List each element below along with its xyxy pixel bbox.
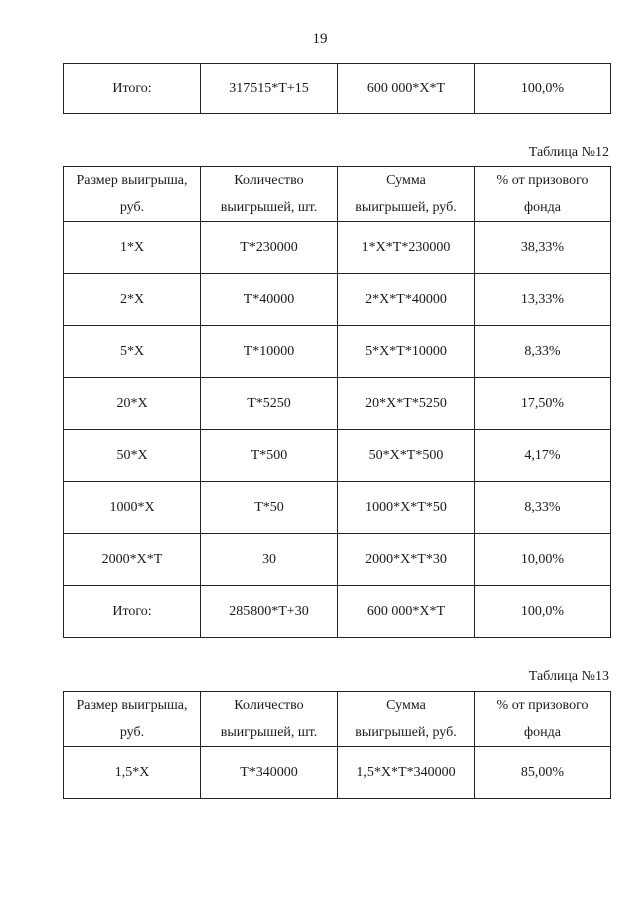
table-cell: Итого: [64, 64, 201, 114]
table-cell: 38,33% [475, 222, 611, 274]
header-line: Размер выигрыша, [76, 698, 188, 713]
header-line: Размер выигрыша, [76, 173, 188, 188]
table-row [64, 222, 611, 274]
header-line: выигрышей, шт. [220, 725, 318, 740]
header-line: руб. [119, 725, 145, 740]
table-row [64, 482, 611, 534]
total-row [64, 64, 611, 114]
table-cell: 1,5*Х [64, 747, 201, 799]
table-12-caption: Таблица №12 [528, 145, 609, 160]
header-cell [475, 692, 611, 747]
header-line: % от призового [496, 173, 589, 188]
table-cell: 2*Х*Т*40000 [338, 274, 475, 326]
table-cell: 1*Х*Т*230000 [338, 222, 475, 274]
header-cell [338, 167, 475, 222]
table-cell: 600 000*Х*Т [338, 586, 475, 638]
table-cell: Т*500 [201, 430, 338, 482]
table-cell: 1000*Х*Т*50 [338, 482, 475, 534]
header-line: выигрышей, руб. [355, 725, 457, 740]
table-cell: 17,50% [475, 378, 611, 430]
header-cell [64, 692, 201, 747]
table-cell: Итого: [64, 586, 201, 638]
header-line: Сумма [386, 698, 426, 713]
header-line: % от призового [496, 698, 589, 713]
header-line: фонда [524, 725, 561, 740]
header-cell [475, 167, 611, 222]
table-cell: 4,17% [475, 430, 611, 482]
table-row [64, 534, 611, 586]
table-cell: 30 [201, 534, 338, 586]
table-cell: Т*40000 [201, 274, 338, 326]
table-cell: 50*Х [64, 430, 201, 482]
table-previous-total [63, 63, 611, 114]
table-cell: Т*230000 [201, 222, 338, 274]
table-cell: 2*Х [64, 274, 201, 326]
table-cell: 285800*Т+30 [201, 586, 338, 638]
table-cell: Т*5250 [201, 378, 338, 430]
table-cell: 1*Х [64, 222, 201, 274]
header-row [64, 167, 611, 222]
table-cell: 10,00% [475, 534, 611, 586]
table-cell: Т*340000 [201, 747, 338, 799]
header-line: выигрышей, руб. [355, 200, 457, 215]
header-line: Сумма [386, 173, 426, 188]
table-13-caption: Таблица №13 [528, 669, 609, 684]
table-row [64, 274, 611, 326]
header-row [64, 692, 611, 747]
table-cell: 20*Х*Т*5250 [338, 378, 475, 430]
table-13 [63, 691, 611, 799]
table-cell: 13,33% [475, 274, 611, 326]
header-cell [338, 692, 475, 747]
table-12 [63, 166, 611, 638]
table-cell: 1,5*Х*Т*340000 [338, 747, 475, 799]
table-row [64, 747, 611, 799]
header-cell [201, 167, 338, 222]
table-cell: 5*Х*Т*10000 [338, 326, 475, 378]
table-row [64, 586, 611, 638]
table-cell: Т*10000 [201, 326, 338, 378]
table-cell: 8,33% [475, 326, 611, 378]
table-cell: 50*Х*Т*500 [338, 430, 475, 482]
header-line: Количество [234, 698, 304, 713]
table-cell: 5*Х [64, 326, 201, 378]
table-cell: 600 000*Х*Т [338, 64, 475, 114]
page-number: 19 [312, 31, 328, 47]
table-row [64, 326, 611, 378]
table-cell: 100,0% [475, 586, 611, 638]
table-cell: Т*50 [201, 482, 338, 534]
table-cell: 20*Х [64, 378, 201, 430]
table-cell: 1000*Х [64, 482, 201, 534]
table-cell: 2000*Х*Т [64, 534, 201, 586]
table-row [64, 378, 611, 430]
table-row [64, 430, 611, 482]
table-cell: 85,00% [475, 747, 611, 799]
header-line: выигрышей, шт. [220, 200, 318, 215]
header-line: Количество [234, 173, 304, 188]
header-cell [201, 692, 338, 747]
table-cell: 317515*Т+15 [201, 64, 338, 114]
header-cell [64, 167, 201, 222]
header-line: фонда [524, 200, 561, 215]
table-cell: 100,0% [475, 64, 611, 114]
table-cell: 2000*Х*Т*30 [338, 534, 475, 586]
header-line: руб. [119, 200, 145, 215]
table-cell: 8,33% [475, 482, 611, 534]
